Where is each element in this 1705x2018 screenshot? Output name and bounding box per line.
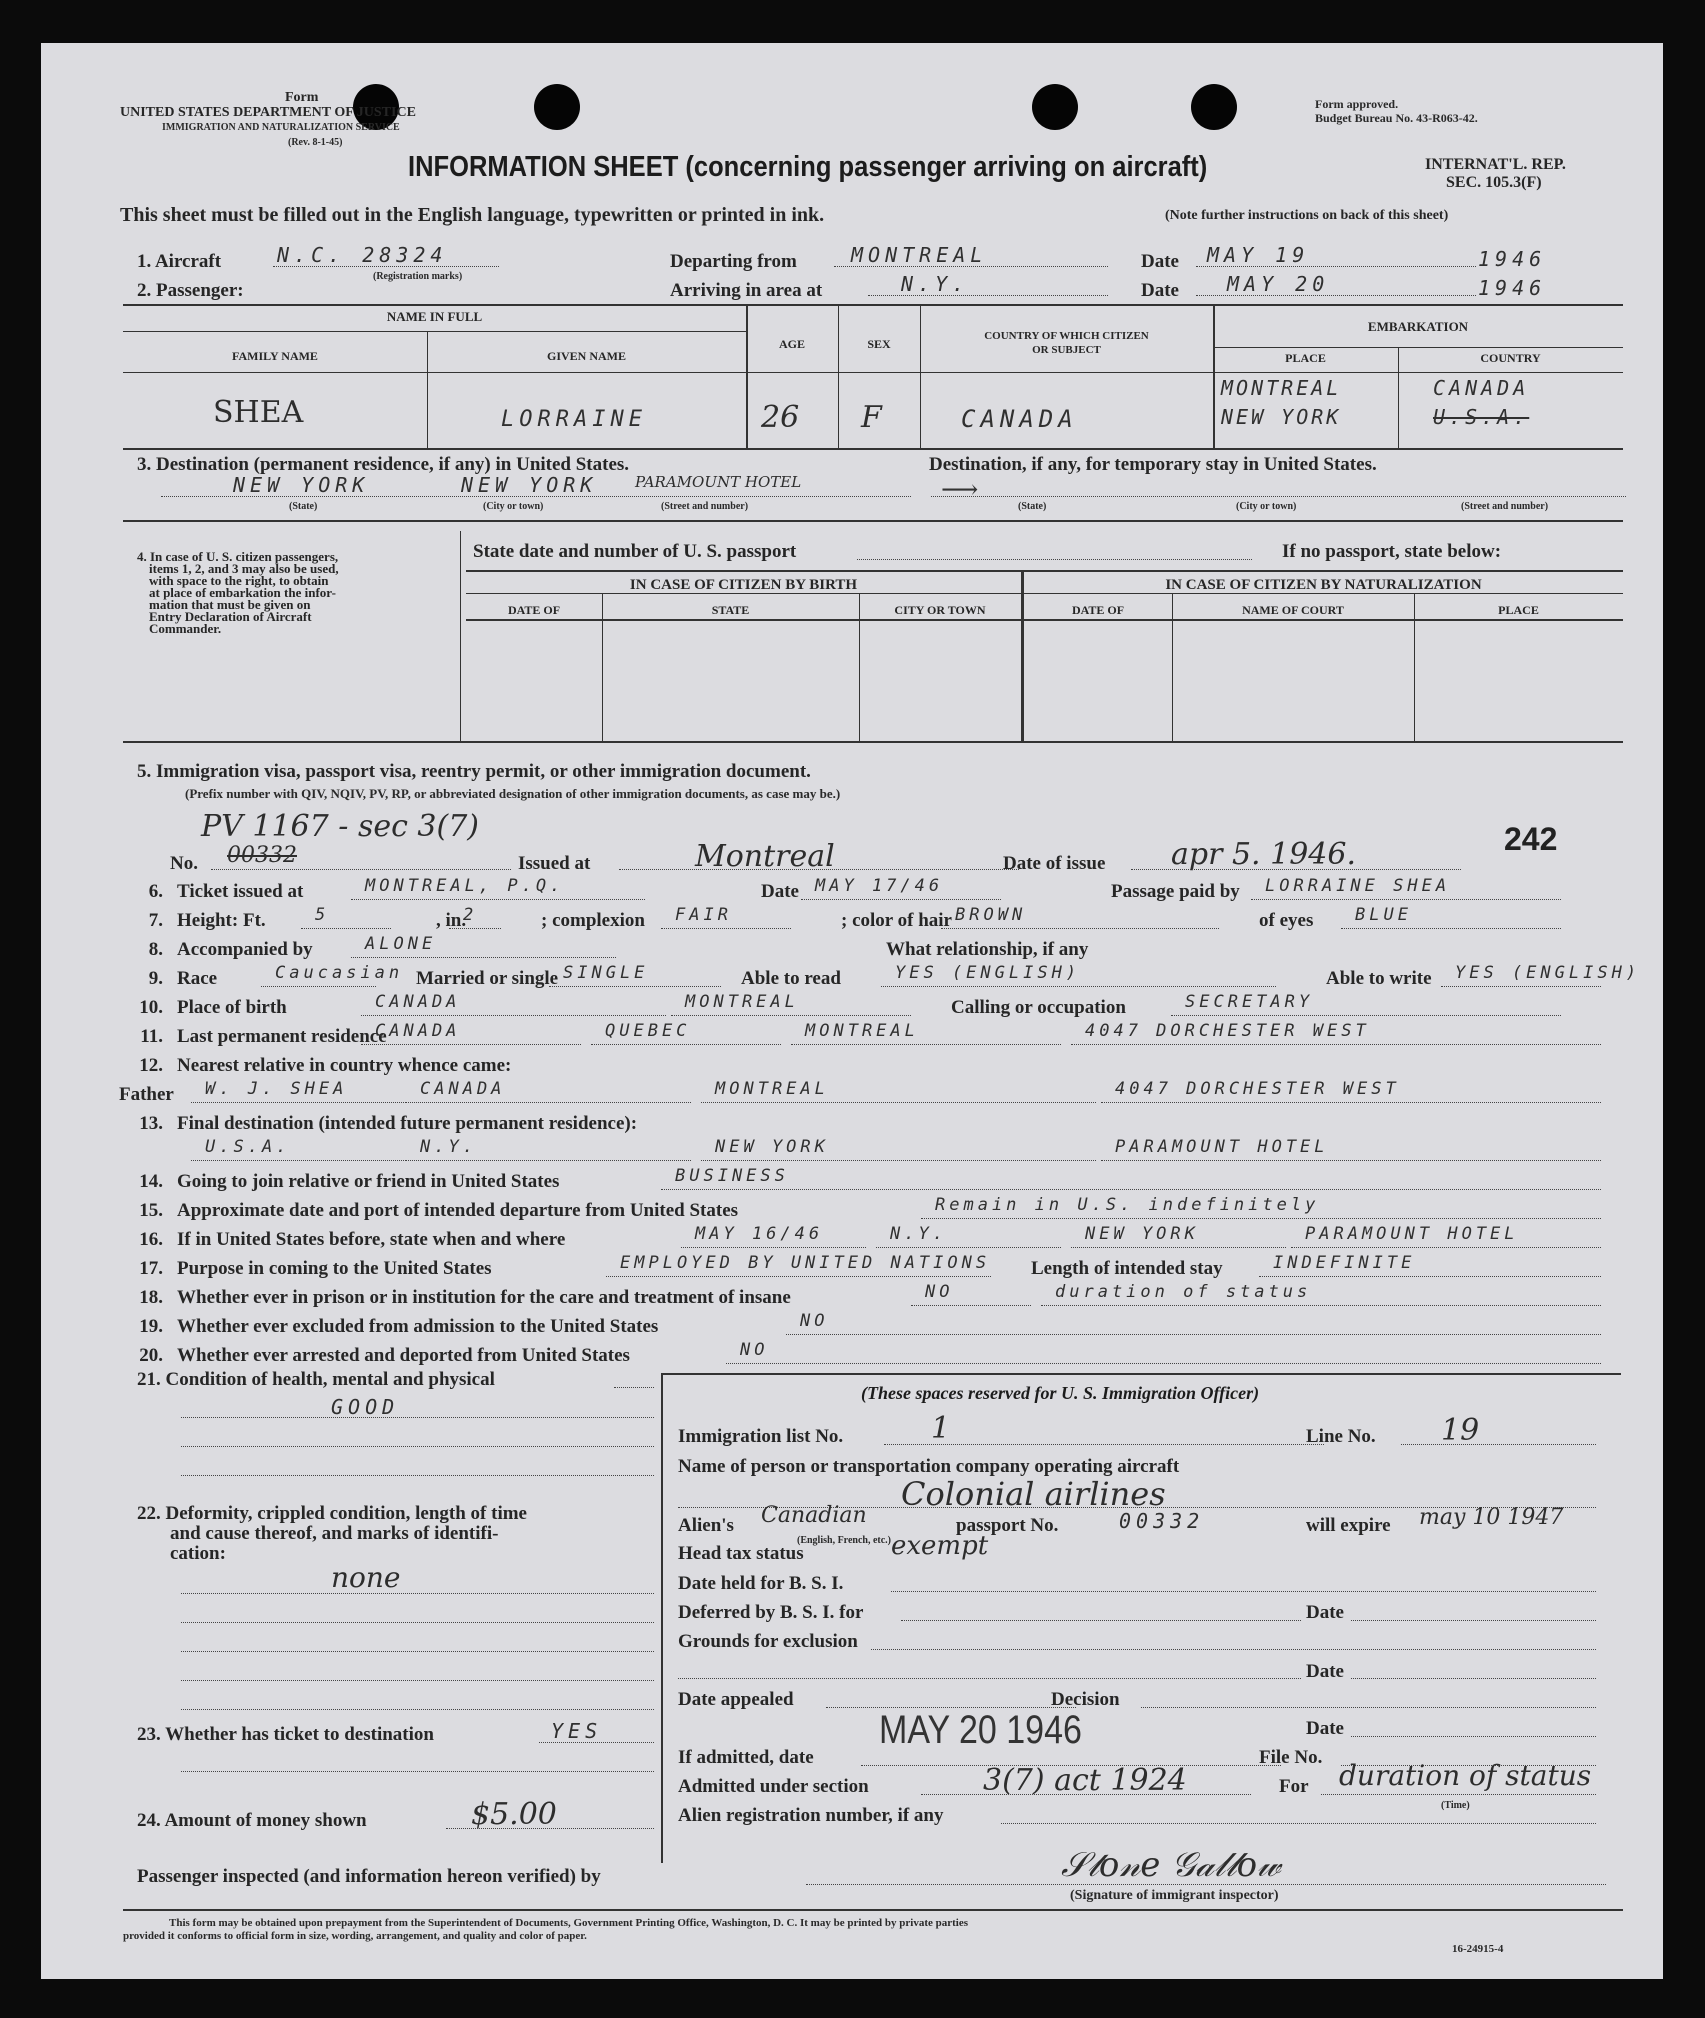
head-tax-label: Head tax status [678, 1543, 804, 1564]
item-value: FAIR [675, 905, 732, 925]
note: (Note further instructions on back of this sheet) [1165, 208, 1449, 223]
given-name-value: LORRAINE [501, 407, 647, 432]
item-label: ; color of hair [841, 910, 952, 931]
item-label: Able to read [741, 968, 841, 989]
item-value: YES (ENGLISH) [1455, 963, 1641, 983]
table-rule [123, 304, 1623, 306]
deformity-label: 22. Deformity, crippled condition, length of time and cause thereof, and marks of identifi- cation: [137, 1503, 527, 1564]
item-value: MAY 16/46 [695, 1224, 824, 1244]
item-value: MONTREAL [685, 992, 799, 1012]
item-label: Race [177, 968, 218, 989]
state-caption: (State) [289, 501, 318, 512]
item-label: Last permanent residence [177, 1026, 387, 1047]
item-label: Purpose in coming to the United States [177, 1258, 492, 1279]
country-header: COUNTRY [1480, 351, 1541, 365]
ticket-value: YES [551, 1719, 603, 1743]
item-value: Caucasian [275, 963, 404, 983]
language-caption: (English, French, etc.) [797, 1535, 891, 1546]
item-number: 6. [148, 881, 163, 902]
budget-bureau: Budget Bureau No. 43-R063-42. [1315, 111, 1478, 125]
stamp-number: 242 [1504, 821, 1558, 857]
citizen-header-2: OR SUBJECT [1032, 344, 1101, 356]
section-label: Admitted under section [678, 1776, 869, 1797]
item-value: CANADA [420, 1079, 506, 1099]
city-caption: (City or town) [483, 501, 544, 512]
item-label: Height: Ft. [177, 910, 266, 931]
item-label: Ticket issued at [177, 881, 304, 902]
place-header: PLACE [1285, 351, 1326, 365]
decision-label: Decision [1051, 1689, 1120, 1710]
item-value: NEW YORK [715, 1137, 829, 1157]
line-no-value: 19 [1441, 1413, 1480, 1448]
visa-handwritten: PV 1167 - sec 3(7) [201, 809, 480, 844]
fine-print-1: This form may be obtained upon prepayment from the Superintendent of Documents, Government Printing Office, Washington, D. C. It may be printed by private parties [169, 1917, 969, 1929]
arrow-mark: ⟶ [941, 475, 979, 505]
list-no-label: Immigration list No. [678, 1426, 844, 1447]
item4-note: 4. In case of U. S. citizen passengers, items 1, 2, and 3 may also be used, with space to the right, to obtain at place of embarkation the infor- mation that must be given on Entry Declaration of Aircraft Commander. [137, 549, 339, 636]
item-value: SECRETARY [1185, 992, 1314, 1012]
col-court: NAME OF COURT [1242, 603, 1344, 617]
form-line: Form [285, 90, 319, 105]
deformity-value: none [331, 1561, 401, 1594]
embark-country-1: CANADA [1433, 376, 1530, 400]
section-ref: SEC. 105.3(F) [1446, 174, 1542, 191]
item-number: 15. [139, 1200, 163, 1221]
age-header: AGE [778, 337, 805, 351]
item-number: 14. [139, 1171, 163, 1192]
arriving-label: Arriving in area at [670, 280, 823, 301]
item-value: 4047 DORCHESTER WEST [1115, 1079, 1400, 1099]
item-value: MONTREAL [715, 1079, 829, 1099]
col-state: STATE [711, 603, 750, 617]
date-issue-value: apr 5. 1946. [1171, 837, 1357, 872]
col-date-of-2: DATE OF [1071, 603, 1125, 617]
passport-no-value: 00332 [1119, 1509, 1205, 1533]
item-value: CANADA [375, 1021, 461, 1041]
alien-reg-label: Alien registration number, if any [678, 1805, 944, 1826]
item-value: N.Y. [890, 1224, 947, 1244]
item-label: Accompanied by [177, 939, 313, 960]
line-no-label: Line No. [1306, 1426, 1376, 1447]
item-number: 17. [139, 1258, 163, 1279]
item-number: 10. [139, 997, 163, 1018]
destination-street: PARAMOUNT HOTEL [635, 473, 802, 491]
issued-at-label: Issued at [518, 853, 591, 874]
item-label: Whether ever excluded from admission to the United States [177, 1316, 659, 1337]
destination-city: NEW YORK [461, 473, 598, 497]
operator-label: Name of person or transportation company operating aircraft [678, 1456, 1180, 1477]
visa-prefix-note: (Prefix number with QIV, NQIV, PV, RP, or abbreviated designation of other immigration documents, as case may be.) [185, 786, 841, 801]
item-value: Remain in U.S. indefinitely [935, 1195, 1320, 1215]
aliens-label: Alien's [678, 1515, 734, 1536]
embark-place-2: NEW YORK [1221, 405, 1342, 429]
aircraft-label: 1. Aircraft [137, 251, 222, 272]
form-title: INFORMATION SHEET (concerning passenger arriving on aircraft) [408, 151, 1208, 183]
decision-date-label: Date [1306, 1718, 1344, 1739]
visa-no-struck: 00332 [227, 843, 297, 868]
col-date-of: DATE OF [507, 603, 561, 617]
health-label: 21. Condition of health, mental and physical [137, 1369, 495, 1390]
item-label: Whether ever arrested and deported from United States [177, 1345, 630, 1366]
city-caption-2: (City or town) [1236, 501, 1297, 512]
item-value: INDEFINITE [1273, 1253, 1416, 1273]
item-value: MAY 17/46 [815, 876, 944, 896]
signature-caption: (Signature of immigrant inspector) [1070, 1888, 1279, 1903]
item-label: Passage paid by [1111, 881, 1240, 902]
item-label: Able to write [1326, 968, 1432, 989]
arrival-date-label: Date [1141, 280, 1179, 301]
information-sheet [41, 43, 1663, 1979]
grounds-date-label: Date [1306, 1661, 1344, 1682]
item-value: BROWN [955, 905, 1027, 925]
item-value: SINGLE [563, 963, 649, 983]
visa-no-label: No. [170, 853, 198, 874]
form-approved: Form approved. [1315, 97, 1399, 111]
age-value: 26 [761, 400, 800, 435]
instruction: This sheet must be filled out in the English language, typewritten or printed in ink. [120, 204, 825, 226]
item-number: 8. [148, 939, 163, 960]
form-code: 16-24915-4 [1452, 1943, 1504, 1955]
sex-header: SEX [867, 337, 891, 351]
item-value: 2 [463, 905, 478, 925]
ticket-label: 23. Whether has ticket to destination [137, 1724, 434, 1745]
item-label: Married or single [416, 968, 559, 989]
arrival-year: 1946 [1478, 276, 1547, 300]
inspector-signature: 𝒮𝓉𝑜𝓃𝑒 𝒢𝒶𝓁𝓁𝑜𝓌 [1061, 1845, 1281, 1885]
item-value: EMPLOYED BY UNITED NATIONS [620, 1253, 991, 1273]
family-name-value: SHEA [213, 395, 304, 430]
item-label: If in United States before, state when and where [177, 1229, 566, 1250]
deferred-label: Deferred by B. S. I. for [678, 1602, 864, 1623]
item-value: BUSINESS [675, 1166, 789, 1186]
temp-destination-label: Destination, if any, for temporary stay in United States. [929, 454, 1377, 475]
passenger-label: 2. Passenger: [137, 280, 244, 301]
item-number: 9. [148, 968, 163, 989]
embarkation-header: EMBARKATION [1367, 319, 1469, 334]
inspected-label: Passenger inspected (and information hereon verified) by [137, 1866, 601, 1887]
for-label: For [1279, 1776, 1309, 1797]
item-number: 18. [139, 1287, 163, 1308]
department: UNITED STATES DEPARTMENT OF JUSTICE [120, 105, 416, 120]
by-naturalization-header: IN CASE OF CITIZEN BY NATURALIZATION [1165, 577, 1482, 593]
citizen-value: CANADA [961, 405, 1078, 433]
item-label: Father [119, 1084, 174, 1105]
destination-state: NEW YORK [233, 473, 370, 497]
section-value: 3(7) act 1924 [983, 1763, 1187, 1798]
item-number: 19. [139, 1316, 163, 1337]
punch-hole [1191, 84, 1237, 130]
item-value: ALONE [365, 934, 437, 954]
state-caption-2: (State) [1018, 501, 1047, 512]
item-value: U.S.A. [205, 1137, 291, 1157]
arriving-value: N.Y. [901, 272, 970, 296]
arrival-date: MAY 20 [1227, 272, 1330, 296]
item-value: 5 [315, 905, 330, 925]
name-in-full-header: NAME IN FULL [386, 309, 483, 324]
item-label: Calling or occupation [951, 997, 1126, 1018]
item-value: N.Y. [420, 1137, 477, 1157]
departure-year: 1946 [1478, 247, 1547, 271]
family-name-header: FAMILY NAME [232, 349, 318, 363]
deferred-date-label: Date [1306, 1602, 1344, 1623]
destination-label: 3. Destination (permanent residence, if any) in United States. [137, 454, 630, 475]
col-city: CITY OR TOWN [894, 603, 986, 617]
item-value: MONTREAL [805, 1021, 919, 1041]
expire-label: will expire [1306, 1515, 1391, 1536]
item-value: NO [925, 1282, 954, 1302]
item-number: 16. [139, 1229, 163, 1250]
item-value: NO [740, 1340, 769, 1360]
item-value: QUEBEC [605, 1021, 691, 1041]
by-birth-header: IN CASE OF CITIZEN BY BIRTH [629, 577, 858, 593]
money-label: 24. Amount of money shown [137, 1810, 367, 1831]
head-tax-value: exempt [891, 1531, 989, 1561]
punch-hole [1032, 84, 1078, 130]
street-caption-2: (Street and number) [1461, 501, 1549, 512]
item-value: duration of status [1055, 1282, 1312, 1302]
aliens-value: Canadian [761, 1503, 867, 1528]
embark-place-1: MONTREAL [1221, 376, 1342, 400]
sex-value: F [861, 400, 882, 435]
grounds-label: Grounds for exclusion [678, 1631, 858, 1652]
departure-date: MAY 19 [1207, 243, 1310, 267]
col-place: PLACE [1498, 603, 1539, 617]
item-value: LORRAINE SHEA [1265, 876, 1451, 896]
item-label: Final destination (intended future permanent residence): [177, 1113, 638, 1134]
money-value: $5.00 [471, 1797, 557, 1832]
held-bsi-label: Date held for B. S. I. [678, 1573, 844, 1594]
item-number: 13. [139, 1113, 163, 1134]
departing-label: Departing from [670, 251, 797, 272]
item-number: 11. [140, 1026, 163, 1047]
service: IMMIGRATION AND NATURALIZATION SERVICE [162, 122, 400, 133]
item-label: What relationship, if any [886, 939, 1089, 960]
item-label: Place of birth [177, 997, 287, 1018]
admitted-stamp: MAY 20 1946 [879, 1708, 1082, 1752]
given-name-header: GIVEN NAME [546, 349, 626, 363]
officer-title: (These spaces reserved for U. S. Immigration Officer) [861, 1383, 1260, 1403]
health-value: GOOD [331, 1395, 400, 1419]
visa-label: 5. Immigration visa, passport visa, reentry permit, or other immigration document. [137, 761, 811, 782]
embark-country-2: U.S.A. [1433, 405, 1530, 429]
item-label: Date [761, 881, 799, 902]
item-label: Going to join relative or friend in United States [177, 1171, 560, 1192]
item-number: 20. [139, 1345, 163, 1366]
item-label: ; complexion [541, 910, 645, 931]
internat-rep: INTERNAT'L. REP. [1425, 156, 1566, 173]
operator-value: Colonial airlines [901, 1475, 1166, 1513]
item-label: of eyes [1259, 910, 1314, 931]
item-value: W. J. SHEA [205, 1079, 348, 1099]
citizen-header: COUNTRY OF WHICH CITIZEN [984, 330, 1149, 342]
aircraft-value: N.C. 28324 [277, 243, 448, 267]
no-passport-label: If no passport, state below: [1282, 541, 1502, 562]
departure-date-label: Date [1141, 251, 1179, 272]
item-number: 7. [148, 910, 163, 931]
passport-state-label: State date and number of U. S. passport [473, 541, 797, 562]
rev-date: (Rev. 8-1-45) [288, 137, 343, 148]
item-value: MONTREAL, P.Q. [365, 876, 565, 896]
item-label: Length of intended stay [1031, 1258, 1223, 1279]
item-value: BLUE [1355, 905, 1412, 925]
date-issue-label: Date of issue [1003, 853, 1106, 874]
issued-at-value: Montreal [695, 839, 835, 874]
item-label: Nearest relative in country whence came: [177, 1055, 512, 1076]
file-no-label: File No. [1259, 1747, 1323, 1768]
for-value: duration of status [1339, 1759, 1592, 1792]
item-value: NEW YORK [1085, 1224, 1199, 1244]
admitted-label: If admitted, date [678, 1747, 814, 1768]
time-caption: (Time) [1441, 1800, 1470, 1811]
reg-marks-caption: (Registration marks) [373, 271, 463, 282]
item-value: CANADA [375, 992, 461, 1012]
list-no-value: 1 [931, 1411, 951, 1446]
item-value: PARAMOUNT HOTEL [1115, 1137, 1329, 1157]
item-value: YES (ENGLISH) [895, 963, 1081, 983]
item-label: Approximate date and port of intended departure from United States [177, 1200, 739, 1221]
expire-value: may 10 1947 [1419, 1505, 1564, 1530]
item-label: , in. [436, 910, 467, 931]
appealed-label: Date appealed [678, 1689, 794, 1710]
item-value: 4047 DORCHESTER WEST [1085, 1021, 1370, 1041]
item-value: NO [800, 1311, 829, 1331]
departing-value: MONTREAL [851, 243, 988, 267]
item-value: PARAMOUNT HOTEL [1305, 1224, 1519, 1244]
street-caption: (Street and number) [661, 501, 749, 512]
item-label: Whether ever in prison or in institution for the care and treatment of insane [177, 1287, 791, 1308]
punch-hole [534, 84, 580, 130]
fine-print-2: provided it conforms to official form in size, wording, arrangement, and quality and color of paper. [123, 1930, 587, 1942]
passport-no-label: passport No. [956, 1515, 1059, 1536]
item-number: 12. [139, 1055, 163, 1076]
